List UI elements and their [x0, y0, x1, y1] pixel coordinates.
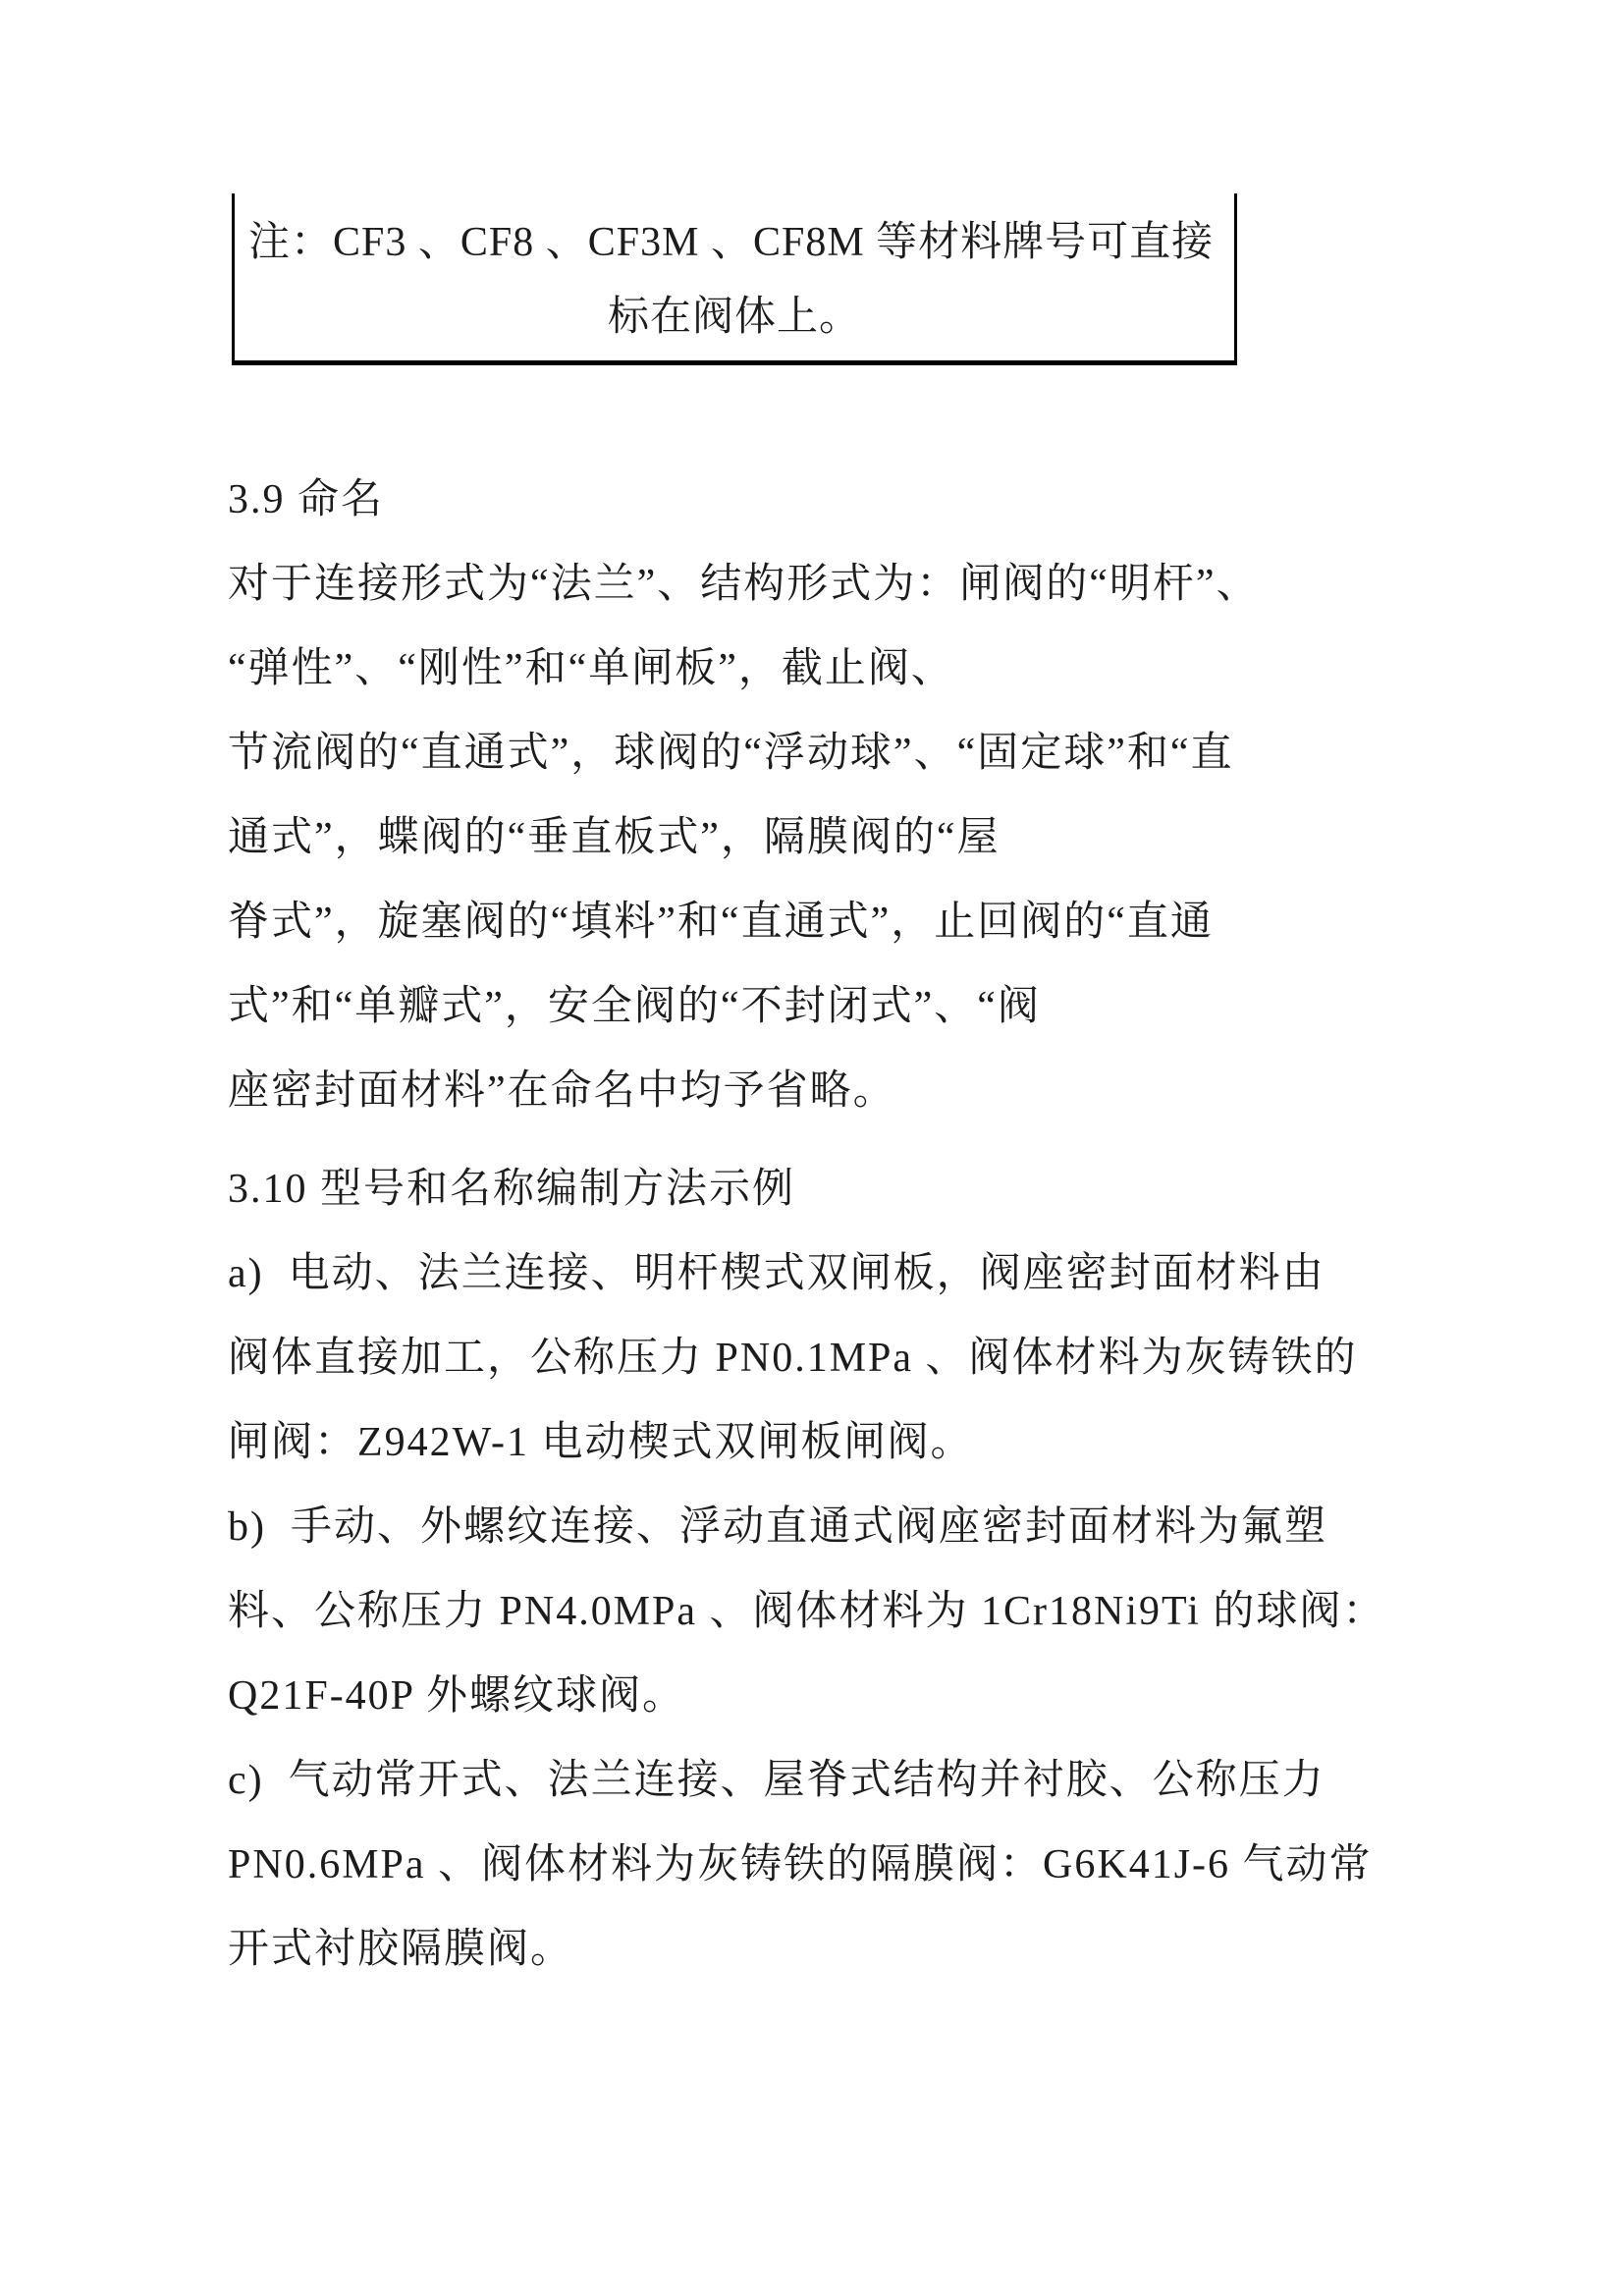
- para-naming-line-4: 通式”，蝶阀的“垂直板式”，隔膜阀的“屋: [228, 815, 1001, 860]
- example-c-line-3: 开式衬胶隔膜阀。: [228, 1927, 574, 1972]
- example-c-line-2: PN0.6MPa 、阀体材料为灰铸铁的隔膜阀：G6K41J-6 气动常: [228, 1842, 1373, 1887]
- para-naming-line-3: 节流阀的“直通式”，球阀的“浮动球”、“固定球”和“直: [228, 731, 1234, 776]
- para-naming-line-6: 式”和“单瓣式”，安全阀的“不封闭式”、“阀: [228, 984, 1041, 1029]
- note-text-line-2: 标在阀体上。: [607, 295, 861, 340]
- para-naming-line-2: “弹性”、“刚性”和“单闸板”，截止阀、: [228, 646, 954, 691]
- para-naming-line-1: 对于连接形式为“法兰”、结构形式为：闸阀的“明杆”、: [228, 562, 1260, 607]
- note-box: [232, 193, 1237, 365]
- example-a-line-1: a) 电动、法兰连接、明杆楔式双闸板，阀座密封面材料由: [228, 1251, 1325, 1296]
- example-b-line-1: b) 手动、外螺纹连接、浮动直通式阀座密封面材料为氟塑: [228, 1504, 1327, 1550]
- para-naming-line-5: 脊式”，旋塞阀的“填料”和“直通式”，止回阀的“直通: [228, 900, 1214, 945]
- example-a-line-3: 闸阀：Z942W-1 电动楔式双闸板闸阀。: [228, 1420, 974, 1465]
- document-body: [228, 458, 1465, 1992]
- example-b-line-2: 料、公称压力 PN4.0MPa 、阀体材料为 1Cr18Ni9Ti 的球阀：: [228, 1589, 1386, 1634]
- para-naming-line-7: 座密封面材料”在命名中均予省略。: [228, 1068, 896, 1114]
- example-b-line-3: Q21F-40P 外螺纹球阀。: [228, 1673, 685, 1719]
- section-3-10-heading: 3.10 型号和名称编制方法示例: [228, 1167, 796, 1212]
- note-text-line-1: 注：CF3 、CF8 、CF3M 、CF8M 等材料牌号可直接: [248, 220, 1215, 265]
- example-a-line-2: 阀体直接加工，公称压力 PN0.1MPa 、阀体材料为灰铸铁的: [228, 1336, 1358, 1381]
- example-c-line-1: c) 气动常开式、法兰连接、屋脊式结构并衬胶、公称压力: [228, 1758, 1325, 1803]
- section-3-9-heading: 3.9 命名: [228, 477, 385, 522]
